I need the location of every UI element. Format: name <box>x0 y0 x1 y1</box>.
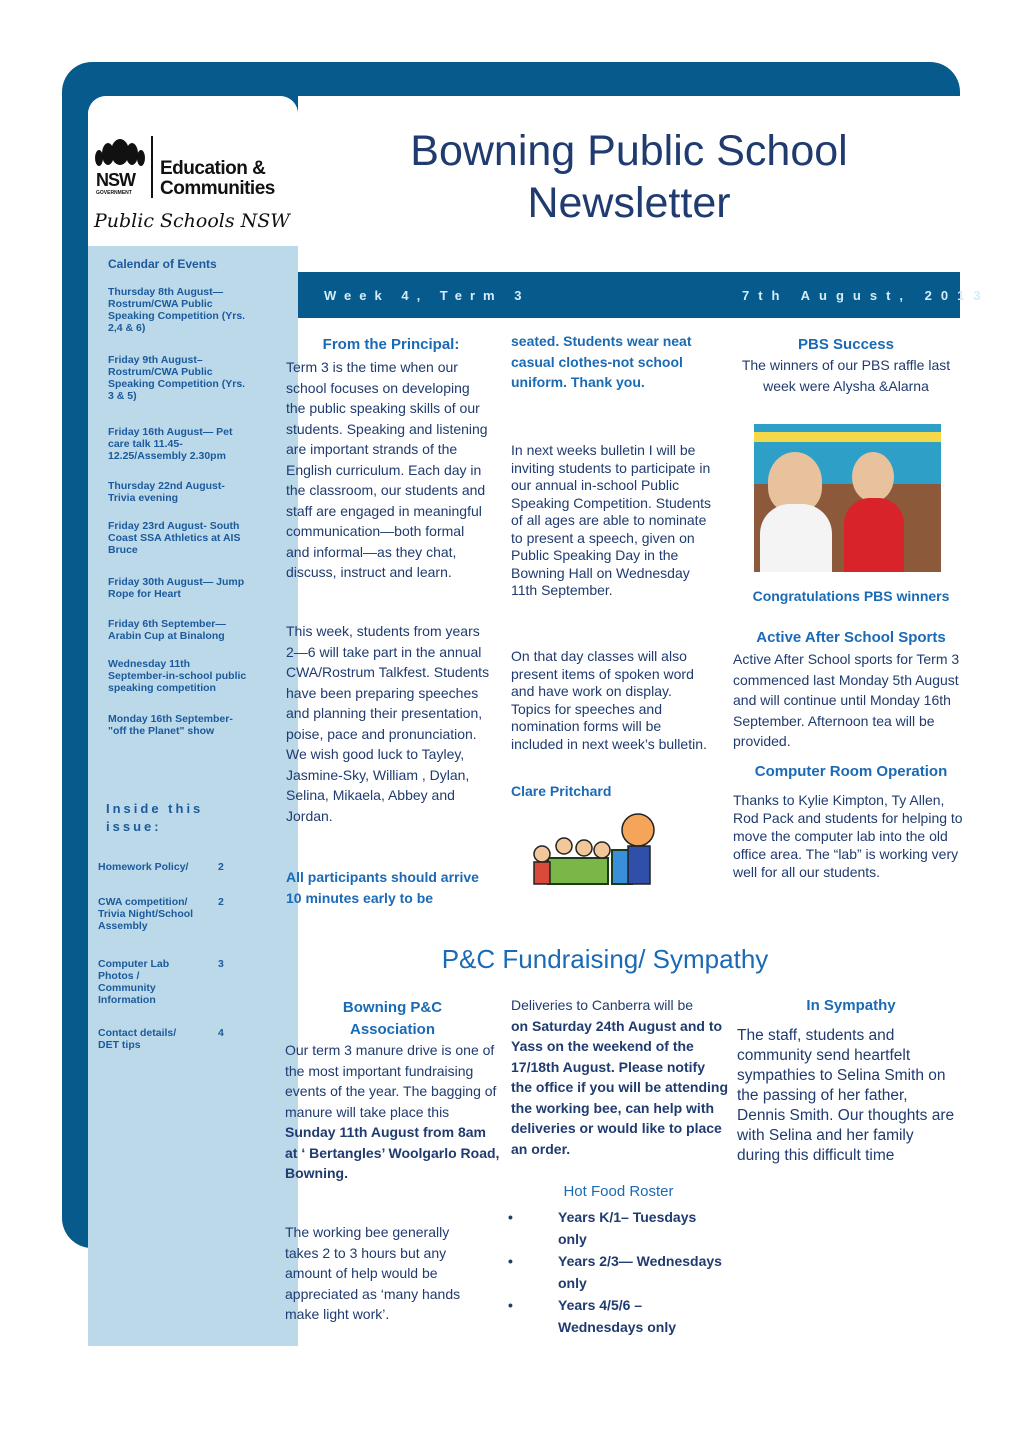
inside-issue-title-1: Inside this <box>106 801 204 816</box>
event-1: Thursday 8th August— Rostrum/CWA Public Speaking Competition (Yrs. 2,4 & 6) <box>108 286 246 334</box>
computer-text: Thanks to Kylie Kimpton, Ty Allen, Rod Pack and students for helping to move the computer lab into the old office area. The “lab” is working very well for all our students. <box>733 792 963 880</box>
event-4: Thursday 22nd August- Trivia evening <box>108 480 225 504</box>
principal-cont-3: On that day classes will also present items of spoken word and have work on display. Topics for speeches and nomination forms will be included in next week’s bulletin. <box>511 648 707 752</box>
event-9: Monday 16th September-"off the Planet" show <box>108 713 233 737</box>
event-3: Friday 16th August— Pet care talk 11.45-12.25/Assembly 2.30pm <box>108 426 233 462</box>
logo-education: Education & <box>160 158 266 179</box>
principal-cont-1: seated. Students wear neat casual clothes-not school uniform. Thank you. <box>511 333 692 390</box>
pc-heading: Bowning P&C Association <box>342 999 443 1038</box>
week-term: Week 4, Term 3 <box>324 288 530 303</box>
roster-item-2 <box>508 1250 723 1294</box>
pbs-heading: PBS Success <box>798 336 894 353</box>
principal-para-1: Term 3 is the time when our school focuses on developing the public speaking skills of our students. Speaking and listening are important strands of the English curriculum. Each day in the classroom, our students and staff are engaged in meaningful communication—both formal and informal—as they chat, discuss, instruct and learn. <box>286 359 488 580</box>
event-2: Friday 9th August– Rostrum/CWA Public Speaking Competition (Yrs. 3 & 5) <box>108 354 246 402</box>
sympathy-text: The staff, students and community send heartfelt sympathies to Selina Smith on the passing of her father, Dennis Smith. Our thoughts are with Selina and her family during this difficult time <box>737 1027 955 1164</box>
inside-issue-title-2: issue: <box>106 819 162 834</box>
nsw-logo <box>94 132 294 232</box>
pc-section-title: P&C Fundraising/ Sympathy <box>441 944 769 974</box>
pc-para-1 <box>285 1040 500 1184</box>
sports-text: Active After School sports for Term 3 commenced last Monday 5th August and will continue until Monday 16th September. Afternoon tea will be provided. <box>733 651 960 749</box>
bullet-icon: • <box>508 1209 513 1225</box>
pbs-caption: Congratulations PBS winners <box>752 588 950 604</box>
roster-item-3-label: Years 4/5/6 – Wednesdays only <box>558 1297 677 1335</box>
principal-heading: From the Principal: <box>322 336 460 353</box>
event-6: Friday 30th August— Jump Rope for Heart <box>108 576 245 600</box>
logo-tagline: Public Schools NSW <box>94 210 290 232</box>
children-clipart <box>528 808 668 898</box>
event-5: Friday 23rd August- South Coast SSA Athletics at AIS Bruce <box>108 520 241 556</box>
pbs-text: The winners of our PBS raffle last week were Alysha &Alarna <box>741 357 951 394</box>
computer-heading: Computer Room Operation <box>754 763 948 780</box>
logo-divider <box>151 136 153 198</box>
toc-page-4: 4 <box>218 1027 224 1039</box>
newsletter-title-line2: Newsletter <box>527 179 731 227</box>
calendar-title: Calendar of Events <box>108 257 217 271</box>
newsletter-title-line1: Bowning Public School <box>410 127 848 175</box>
roster-heading: Hot Food Roster <box>563 1183 674 1200</box>
toc-page-3: 3 <box>218 958 224 970</box>
pc-para-1-plain: Our term 3 manure drive is one of the most important fundraising events of the year. The bagging of manure will take place this <box>285 1042 497 1120</box>
roster-item-3 <box>508 1294 723 1338</box>
logo-nsw: NSW <box>96 170 135 190</box>
bullet-icon: • <box>508 1253 513 1269</box>
toc-page-2: 2 <box>218 896 224 908</box>
event-7: Friday 6th September— Arabin Cup at Binalong <box>108 618 226 642</box>
pc-para-2: The working bee generally takes 2 to 3 hours but any amount of help would be appreciated as ‘many hands make light work’. <box>285 1224 461 1322</box>
logo-communities: Communities <box>160 178 275 199</box>
roster-item-2-label: Years 2/3— Wednesdays only <box>558 1253 722 1291</box>
pc-para-1-bold: Sunday 11th August from 8am at ‘ Bertangles’ Woolgarlo Road, Bowning. <box>285 1124 500 1181</box>
roster-list <box>508 1206 723 1338</box>
sports-heading: Active After School Sports <box>756 629 946 646</box>
principal-para-2: This week, students from years 2—6 will take part in the annual CWA/Rostrum Talkfest. Students have been preparing speeches and planning their presentation, poise, pace and pronunciation. We wish good luck to Tayley, Jasmine-Sky, William , Dylan, Selina, Mikaela, Abbey and Jordan. <box>286 623 490 824</box>
toc-page-1: 2 <box>218 861 224 873</box>
deliveries-plain: Deliveries to Canberra will be <box>511 997 694 1013</box>
deliveries-bold: on Saturday 24th August and to Yass on the weekend of the 17/18th August. Please notify the office if you will be attending the working bee, can help with deliveries or would like to place an order. <box>511 1017 729 1157</box>
principal-para-3: All participants should arrive 10 minutes early to be <box>286 869 479 906</box>
bullet-icon: • <box>508 1297 513 1313</box>
roster-item-1 <box>508 1206 723 1250</box>
principal-cont-2: In next weeks bulletin I will be inviting students to participate in our annual in-school Public Speaking Competition. Students of all ages are able to nominate to present a speech, given on Public Speaking Day in the Bowning Hall on Wednesday 11th September. <box>511 442 712 598</box>
deliveries-text <box>511 995 729 1159</box>
toc-item-3[interactable]: Computer Lab Photos / Community Information <box>98 958 170 1006</box>
roster-item-1-label: Years K/1– Tuesdays only <box>558 1209 697 1247</box>
sympathy-heading: In Sympathy <box>806 997 896 1014</box>
issue-date: 7th August, 2013 <box>742 288 990 303</box>
pbs-winners-photo <box>754 424 941 572</box>
event-8: Wednesday 11th September-in-school public speaking competition <box>108 658 247 694</box>
principal-signature: Clare Pritchard <box>511 783 612 799</box>
toc-item-2[interactable]: CWA competition/ Trivia Night/School Assembly <box>98 896 194 932</box>
toc-item-1[interactable]: Homework Policy/ <box>98 861 189 873</box>
logo-government: GOVERNMENT <box>96 190 132 196</box>
toc-item-4[interactable]: Contact details/ DET tips <box>98 1027 177 1051</box>
waratah-icon <box>94 132 146 172</box>
